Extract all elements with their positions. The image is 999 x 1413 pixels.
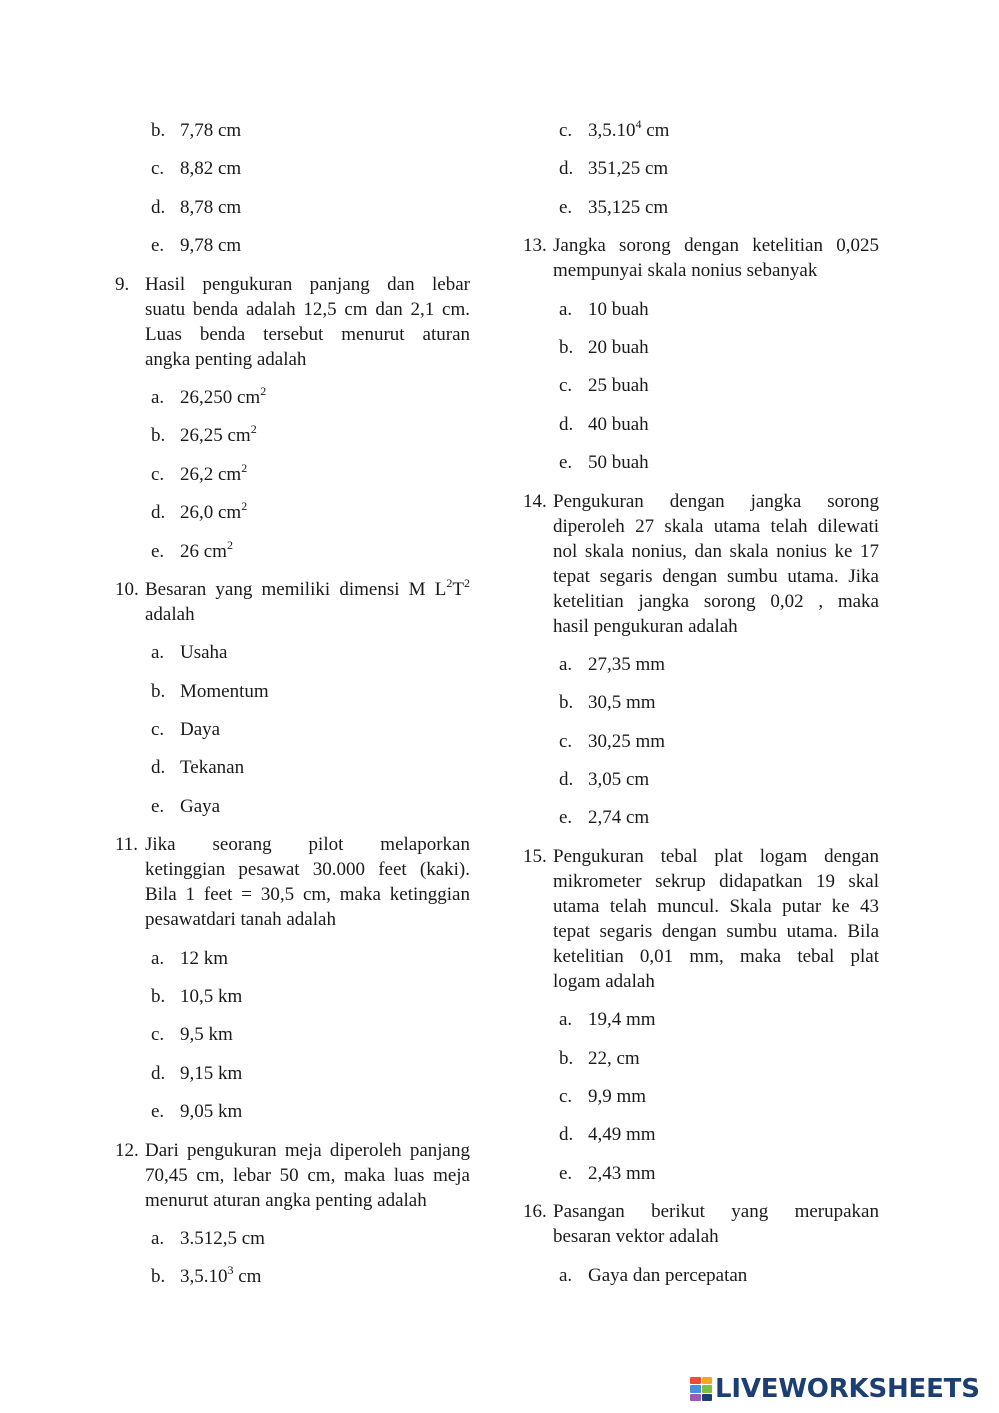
question-line: menurut aturan angka penting adalah bbox=[145, 1189, 427, 1211]
logo-tile bbox=[690, 1385, 701, 1392]
option-letter: b. bbox=[151, 425, 166, 447]
answer-option bbox=[115, 1099, 470, 1124]
option-superscript: 2 bbox=[241, 499, 248, 514]
option-letter: c. bbox=[151, 719, 165, 741]
option-text: 10,5 km bbox=[180, 986, 243, 1008]
question-line: Jika seorang pilot melaporkan bbox=[145, 834, 470, 856]
question-text bbox=[553, 233, 879, 283]
question-line: tepat segaris dengan sumbu utama. Jika bbox=[553, 565, 879, 587]
option-letter: e. bbox=[559, 1162, 573, 1184]
answer-option bbox=[523, 195, 879, 220]
option-text: 40 buah bbox=[588, 413, 649, 435]
option-letter: b. bbox=[559, 1047, 574, 1069]
answer-option bbox=[523, 156, 879, 181]
option-text: Usaha bbox=[180, 642, 228, 664]
option-superscript: 3 bbox=[227, 1263, 234, 1278]
liveworksheets-logo-mark-icon bbox=[690, 1377, 712, 1401]
option-text: Momentum bbox=[180, 680, 269, 702]
option-letter: c. bbox=[559, 730, 573, 752]
option-text: 9,78 cm bbox=[180, 235, 242, 257]
question-line: Besaran yang memiliki dimensi M $L^2T^2$ bbox=[145, 575, 470, 600]
question-line: Luas benda tersebut menurut aturan bbox=[145, 323, 470, 345]
question-number: 13. bbox=[523, 235, 547, 257]
option-text: Daya bbox=[180, 719, 221, 741]
option-superscript: 2 bbox=[250, 422, 257, 437]
option-letter: c. bbox=[151, 158, 165, 180]
option-letter: a. bbox=[151, 642, 165, 664]
answer-option bbox=[523, 805, 879, 830]
answer-option bbox=[115, 640, 470, 665]
option-text: 9,15 km bbox=[180, 1062, 243, 1084]
question bbox=[523, 844, 879, 994]
option-text: 30,25 mm bbox=[588, 730, 666, 752]
question-line: ketelitian 0,01 mm, maka tebal plat bbox=[553, 945, 879, 967]
answer-option bbox=[523, 1263, 879, 1288]
option-text: 25 buah bbox=[588, 375, 649, 397]
answer-option bbox=[115, 156, 470, 181]
option-letter: c. bbox=[151, 1024, 165, 1046]
question-line: mikrometer sekrup didapatkan 19 skal bbox=[553, 870, 879, 892]
option-letter: a. bbox=[559, 1264, 573, 1286]
question-line: Pengukuran tebal plat logam dengan bbox=[553, 845, 879, 867]
question-text bbox=[553, 489, 879, 639]
question-line: Hasil pengukuran panjang dan lebar bbox=[145, 273, 470, 295]
logo-tile bbox=[702, 1385, 713, 1392]
question-number: 12. bbox=[115, 1139, 139, 1161]
option-letter: e. bbox=[559, 196, 573, 218]
option-letter: b. bbox=[151, 986, 166, 1008]
option-letter: e. bbox=[559, 807, 573, 829]
answer-option bbox=[115, 462, 470, 487]
option-text: 50 buah bbox=[588, 452, 649, 474]
option-text: 8,82 cm bbox=[180, 158, 242, 180]
option-text: 8,78 cm bbox=[180, 196, 242, 218]
question-line: adalah bbox=[145, 603, 195, 625]
logo-tile bbox=[690, 1394, 701, 1401]
answer-option bbox=[115, 1226, 470, 1251]
option-unit: cm bbox=[641, 120, 670, 141]
option-text: 2,43 mm bbox=[588, 1162, 656, 1184]
question-text bbox=[145, 1138, 470, 1213]
answer-option bbox=[115, 118, 470, 143]
option-letter: a. bbox=[559, 1009, 573, 1031]
logo-tile bbox=[690, 1377, 701, 1384]
logo-text: LIVEWORKSHEETS bbox=[715, 1374, 980, 1404]
question-number: 9. bbox=[115, 273, 130, 295]
option-letter: a. bbox=[559, 298, 573, 320]
answer-option bbox=[115, 1022, 470, 1047]
option-letter: c. bbox=[559, 120, 573, 141]
answer-option bbox=[523, 297, 879, 322]
answer-option bbox=[523, 1122, 879, 1147]
option-text: 3,05 cm bbox=[588, 769, 650, 791]
option-letter: b. bbox=[151, 120, 166, 141]
answer-option bbox=[523, 652, 879, 677]
answer-option bbox=[523, 1007, 879, 1032]
option-text: 30,5 mm bbox=[588, 692, 656, 714]
option-letter: a. bbox=[151, 1227, 165, 1249]
question-line: ketinggian pesawat 30.000 feet (kaki). bbox=[145, 859, 470, 881]
question-line: hasil pengukuran adalah bbox=[553, 615, 738, 637]
option-text: 26,250 cm bbox=[180, 386, 261, 408]
question-line: angka penting adalah bbox=[145, 348, 307, 370]
option-text: 9,9 mm bbox=[588, 1086, 647, 1108]
question-line: Pengukuran dengan jangka sorong bbox=[553, 490, 879, 512]
question bbox=[523, 489, 879, 639]
answer-option bbox=[115, 946, 470, 971]
answer-option bbox=[523, 373, 879, 398]
question-line: diperoleh 27 skala utama telah dilewati bbox=[553, 515, 879, 537]
option-letter: b. bbox=[559, 336, 574, 358]
option-letter: d. bbox=[559, 413, 574, 435]
option-text: 9,5 km bbox=[180, 1024, 233, 1046]
question-line: 70,45 cm, lebar 50 cm, maka luas meja bbox=[145, 1164, 470, 1186]
answer-option bbox=[523, 1161, 879, 1186]
liveworksheets-logo bbox=[690, 1374, 980, 1404]
option-letter: a. bbox=[151, 386, 165, 408]
question-line: besaran vektor adalah bbox=[553, 1226, 719, 1248]
option-letter: d. bbox=[151, 502, 166, 524]
option-text: 351,25 cm bbox=[588, 158, 669, 180]
option-letter: d. bbox=[559, 769, 574, 791]
question-number: 16. bbox=[523, 1201, 547, 1223]
option-letter: d. bbox=[151, 757, 166, 779]
option-text: 26 cm bbox=[180, 540, 227, 562]
option-text: 26,25 cm bbox=[180, 425, 251, 447]
option-superscript: 2 bbox=[241, 460, 248, 475]
question-line: tepat segaris dengan sumbu utama. Bila bbox=[553, 920, 879, 942]
question-line: Jangka sorong dengan ketelitian 0,025 bbox=[553, 235, 879, 257]
option-superscript: 4 bbox=[635, 117, 642, 131]
question bbox=[115, 577, 470, 627]
answer-option bbox=[115, 500, 470, 525]
question-line: logam adalah bbox=[553, 970, 655, 992]
option-text: Gaya bbox=[180, 795, 221, 817]
answer-option bbox=[523, 335, 879, 360]
option-letter: e. bbox=[151, 540, 165, 562]
option-text: 20 buah bbox=[588, 336, 649, 358]
question bbox=[523, 233, 879, 283]
option-letter: c. bbox=[151, 463, 165, 485]
answer-option bbox=[115, 794, 470, 819]
answer-option bbox=[523, 729, 879, 754]
question-line: utama telah muncul. Skala putar ke 43 bbox=[553, 895, 879, 917]
question-text bbox=[553, 1199, 879, 1249]
option-letter: d. bbox=[559, 1124, 574, 1146]
option-text: 10 buah bbox=[588, 298, 649, 320]
answer-option bbox=[523, 118, 879, 143]
option-text: 7,78 cm bbox=[180, 120, 242, 141]
left-column bbox=[115, 118, 470, 1303]
option-text: 2,74 cm bbox=[588, 807, 650, 829]
option-letter: a. bbox=[151, 947, 165, 969]
option-text: Gaya dan percepatan bbox=[588, 1264, 748, 1286]
question-text bbox=[145, 272, 470, 372]
option-letter: a. bbox=[559, 653, 573, 675]
answer-option bbox=[115, 1061, 470, 1086]
option-letter: e. bbox=[559, 452, 573, 474]
answer-option bbox=[523, 1084, 879, 1109]
dimension-exponent: 2 bbox=[464, 575, 470, 590]
answer-option bbox=[115, 755, 470, 780]
question bbox=[523, 1199, 879, 1249]
option-letter: e. bbox=[151, 1101, 165, 1123]
answer-option bbox=[523, 767, 879, 792]
question-line: Pasangan berikut yang merupakan bbox=[553, 1201, 879, 1223]
question-line: Bila 1 feet = 30,5 cm, maka ketinggian bbox=[145, 884, 470, 906]
option-text: 26,2 cm bbox=[180, 463, 242, 485]
answer-option bbox=[523, 450, 879, 475]
question-line: pesawatdari tanah adalah bbox=[145, 909, 336, 931]
option-letter: b. bbox=[151, 680, 166, 702]
option-letter: d. bbox=[151, 1062, 166, 1084]
answer-option bbox=[115, 233, 470, 258]
option-text: 3.512,5 cm bbox=[180, 1227, 265, 1249]
question bbox=[115, 832, 470, 932]
option-text: 35,125 cm bbox=[588, 196, 669, 218]
question-text bbox=[145, 832, 470, 932]
option-text: 22, cm bbox=[588, 1047, 640, 1069]
question bbox=[115, 1138, 470, 1213]
answer-option bbox=[523, 1046, 879, 1071]
option-letter: d. bbox=[559, 158, 574, 180]
option-text: 9,05 km bbox=[180, 1101, 243, 1123]
option-text: 4,49 mm bbox=[588, 1124, 656, 1146]
option-text: 3,5.10 bbox=[588, 120, 636, 141]
question-number: 15. bbox=[523, 845, 547, 867]
answer-option bbox=[115, 717, 470, 742]
answer-option bbox=[115, 539, 470, 564]
option-superscript: 2 bbox=[226, 537, 233, 552]
option-letter: b. bbox=[559, 692, 574, 714]
answer-option bbox=[523, 412, 879, 437]
option-unit: cm bbox=[233, 1266, 262, 1288]
question-line: mempunyai skala nonius sebanyak bbox=[553, 260, 818, 282]
option-text: Tekanan bbox=[180, 757, 245, 779]
option-text: 3,5.10 bbox=[180, 1266, 228, 1288]
answer-option bbox=[523, 690, 879, 715]
logo-tile bbox=[702, 1394, 713, 1401]
question-number: 14. bbox=[523, 490, 547, 512]
question-line: nol skala nonius, dan skala nonius ke 17 bbox=[553, 540, 879, 562]
right-column bbox=[523, 118, 879, 1301]
question-text bbox=[145, 577, 470, 627]
question-text bbox=[553, 844, 879, 994]
question bbox=[115, 272, 470, 372]
question-line: Dari pengukuran meja diperoleh panjang bbox=[145, 1139, 470, 1161]
logo-tile bbox=[702, 1377, 713, 1384]
answer-option bbox=[115, 423, 470, 448]
option-letter: d. bbox=[151, 196, 166, 218]
option-text: 26,0 cm bbox=[180, 502, 242, 524]
question-line: ketelitian jangka sorong 0,02 , maka bbox=[553, 590, 879, 612]
option-text: 12 km bbox=[180, 947, 229, 969]
answer-option bbox=[115, 195, 470, 220]
option-letter: e. bbox=[151, 795, 165, 817]
option-text: 27,35 mm bbox=[588, 653, 666, 675]
answer-option bbox=[115, 679, 470, 704]
option-letter: c. bbox=[559, 375, 573, 397]
option-superscript: 2 bbox=[260, 383, 267, 398]
question-number: 10. bbox=[115, 578, 139, 600]
option-letter: b. bbox=[151, 1266, 166, 1288]
question-number: 11. bbox=[115, 834, 139, 856]
option-text: 19,4 mm bbox=[588, 1009, 656, 1031]
answer-option bbox=[115, 984, 470, 1009]
option-letter: e. bbox=[151, 235, 165, 257]
option-letter: c. bbox=[559, 1086, 573, 1108]
answer-option bbox=[115, 1264, 470, 1289]
answer-option bbox=[115, 385, 470, 410]
dimension-exponent: 2 bbox=[446, 575, 453, 590]
question-line: suatu benda adalah 12,5 cm dan 2,1 cm. bbox=[145, 298, 470, 320]
